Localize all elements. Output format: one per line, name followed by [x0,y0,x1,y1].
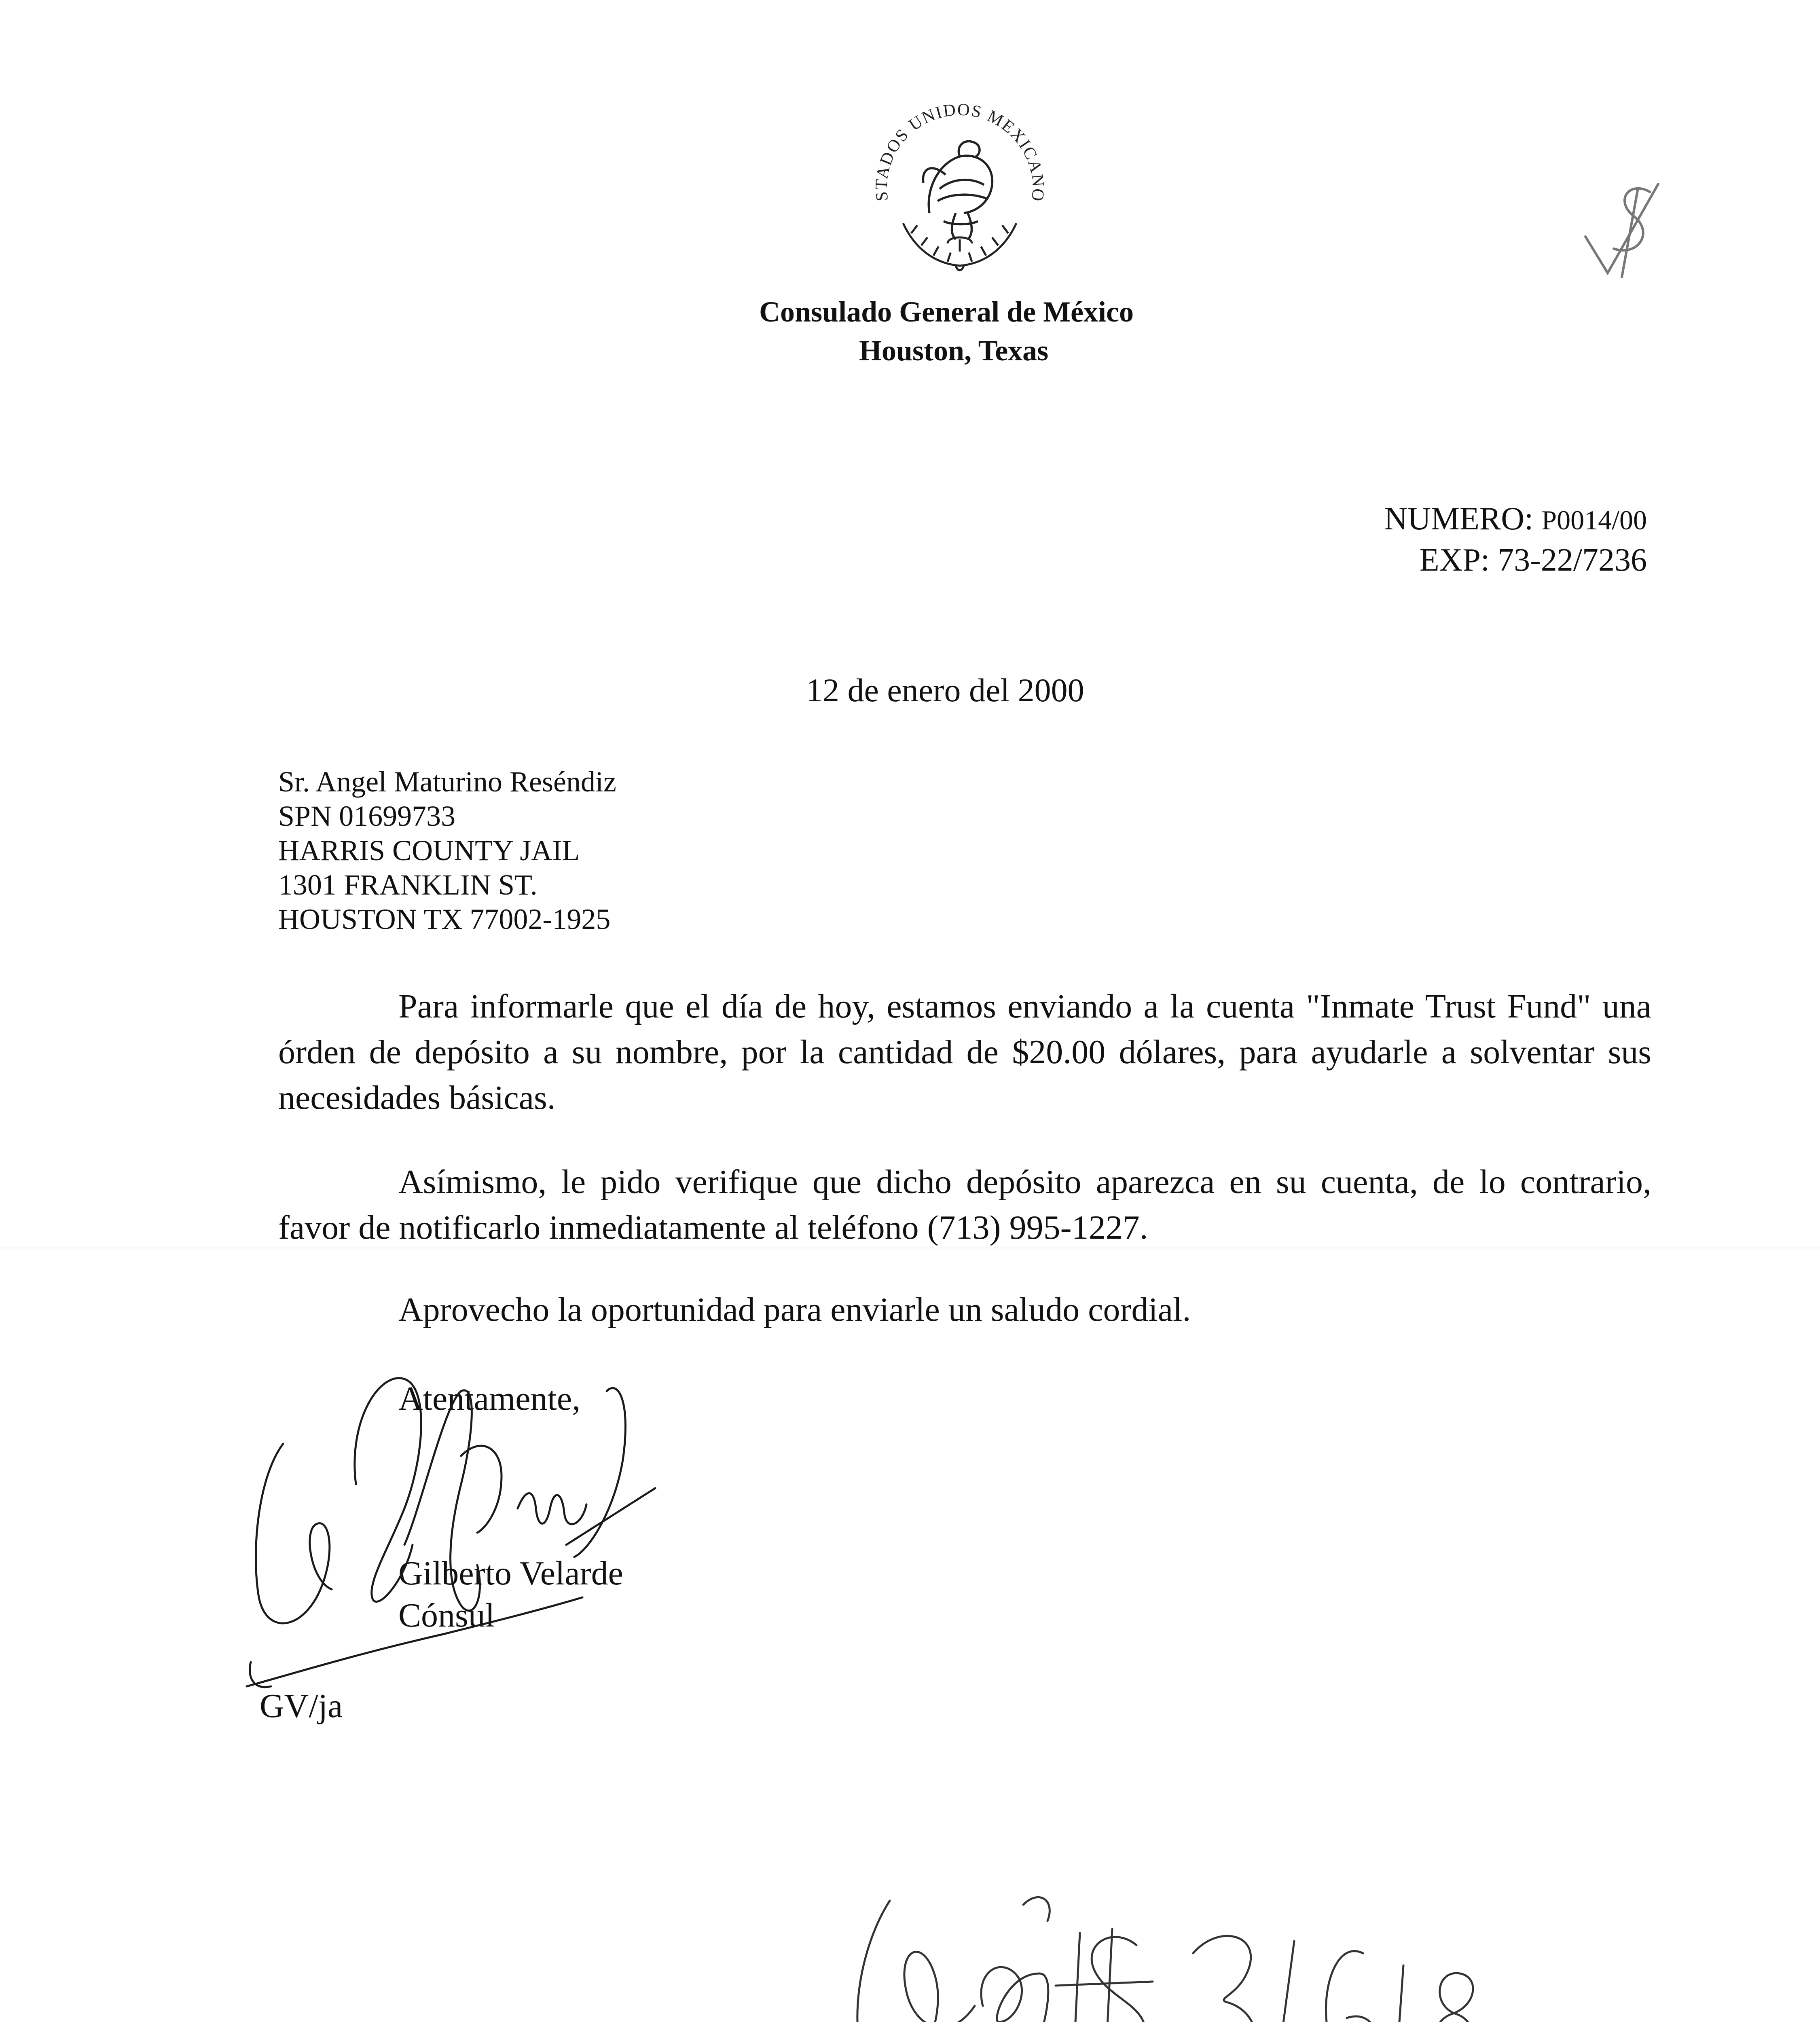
numero-label: NUMERO: [1384,501,1534,537]
expediente-number [1420,542,1647,579]
recipient-line-3: HARRIS COUNTY JAIL [278,834,580,867]
recipient-line-2: SPN 01699733 [278,800,456,832]
numero-value: P0014/00 [1541,505,1647,535]
letter-date: 12 de enero del 2000 [806,672,1084,709]
handwritten-corner-mark [1569,176,1682,289]
signer-title: Cónsul [398,1597,495,1634]
consulate-city: Houston, Texas [859,334,1049,367]
reference-number [1384,501,1647,537]
exp-value: 73-22/7236 [1498,542,1647,578]
closing-salutation: Atentamente, [398,1380,581,1417]
handwritten-annotation [829,1852,1577,2022]
handwritten-signature [235,1355,720,1698]
cactus-icon [948,237,972,252]
recipient-line-1: Sr. Angel Maturino Reséndiz [278,766,616,798]
recipient-line-4: 1301 FRANKLIN ST. [278,869,538,901]
body-paragraph-1: Para informarle que el día de hoy, estamos enviando a la cuenta "Inmate Trust Fund" una órden de depósito a su nombre, por la cantidad de $20.00 dólares, para ayudarle a solventar sus necesidades básicas. [278,988,1651,1117]
recipient-line-5: HOUSTON TX 77002-1925 [278,903,611,935]
exp-label: EXP: [1419,542,1490,578]
eagle-icon [923,141,992,239]
typist-initials: GV/ja [260,1687,343,1725]
consulate-name: Consulado General de México [759,296,1134,328]
body-paragraph-3: Aprovecho la oportunidad para enviarle un saludo cordial. [398,1291,1191,1328]
body-paragraph-2: Asímismo, le pido verifique que dicho depósito aparezca en su cuenta, de lo contrario, favor de notificarlo inmediatamente al teléfono (713) 995-1227. [278,1163,1651,1246]
mexican-coat-of-arms-seal [854,92,1065,294]
svg-text:ESTADOS UNIDOS MEXICANOS [854,92,1048,203]
seal-lettering: STADOS UNIDOS MEXICANO [872,100,1048,203]
signer-name: Gilberto Velarde [398,1555,623,1592]
